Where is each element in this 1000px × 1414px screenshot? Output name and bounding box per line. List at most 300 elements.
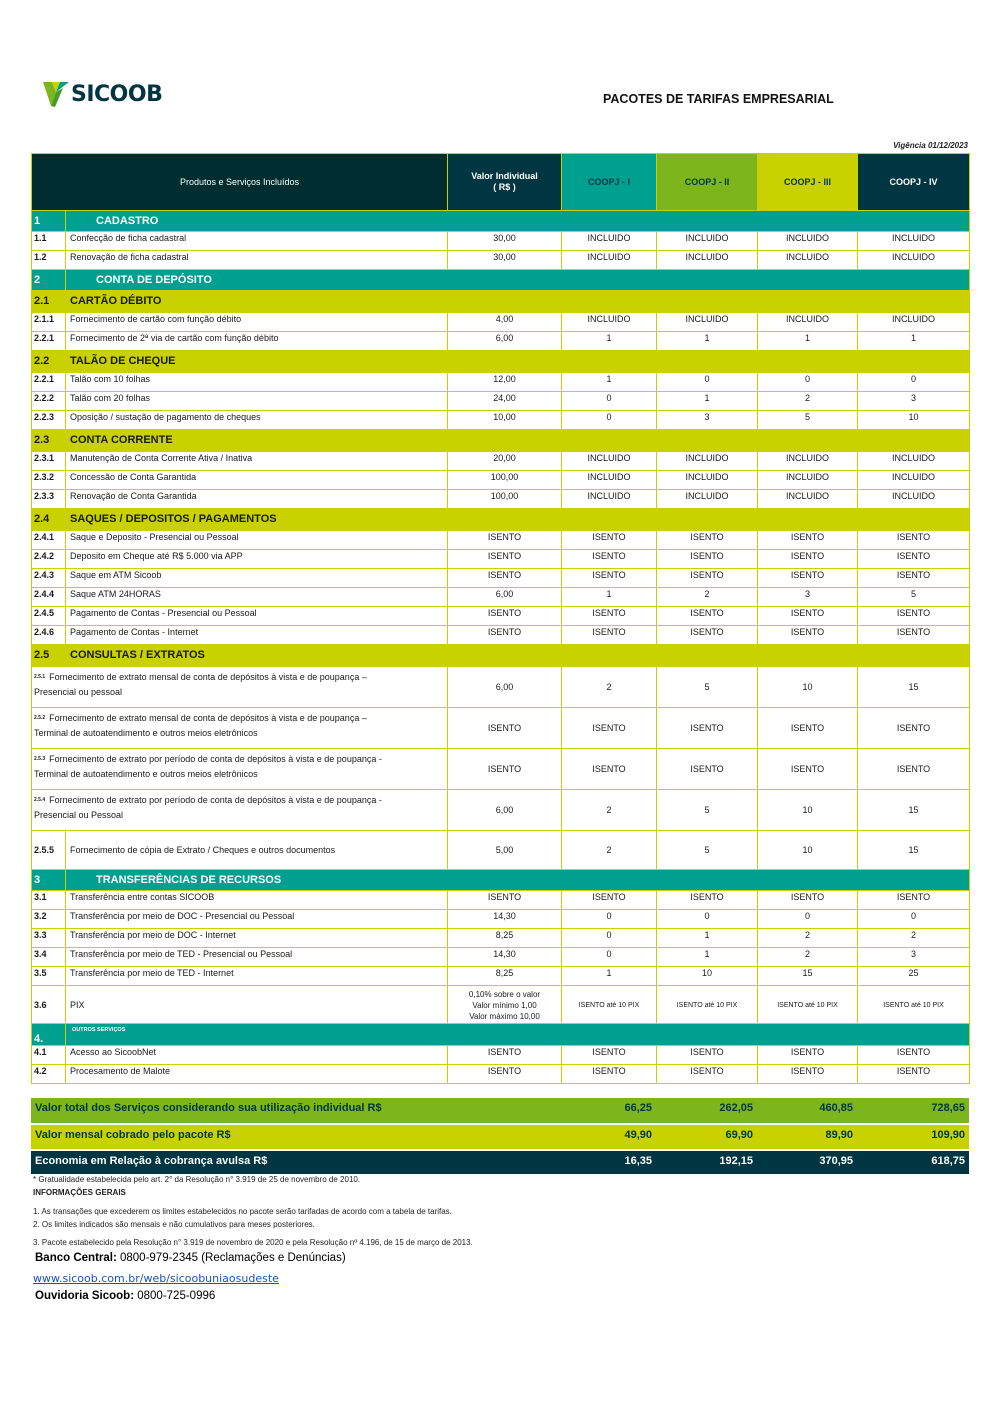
ouvidoria-label: Ouvidoria Sicoob: xyxy=(35,1290,135,1302)
row-coopj-iv: 2 xyxy=(858,929,970,948)
row-coopj-iii: INCLUIDO xyxy=(758,471,858,490)
row-coopj-i: INCLUIDO xyxy=(562,232,657,251)
row-coopj-iv: 10 xyxy=(858,411,970,430)
row-coopj-ii: 5 xyxy=(657,790,758,831)
table-row xyxy=(32,667,970,708)
row-description-line1: Fornecimento de extrato mensal de conta de depósitos à vista e de poupança – xyxy=(49,713,367,723)
row-coopj-ii: 1 xyxy=(657,332,758,351)
row-code: 3.4 xyxy=(32,948,66,967)
table-row xyxy=(32,910,970,929)
section-code: 2 xyxy=(32,270,66,291)
row-description: Renovação de ficha cadastral xyxy=(66,251,448,270)
row-coopj-i: INCLUIDO xyxy=(562,251,657,270)
row-coopj-iv: 1 xyxy=(858,332,970,351)
economia-label: Economia em Relação à cobrança avulsa R$ xyxy=(31,1151,561,1174)
row-coopj-ii: 0 xyxy=(657,373,758,392)
row-coopj-i: ISENTO xyxy=(562,708,657,749)
row-coopj-ii: INCLUIDO xyxy=(657,490,758,509)
row-coopj-i: 2 xyxy=(562,790,657,831)
row-valor: ISENTO xyxy=(448,1046,562,1065)
row-coopj-iii: ISENTO xyxy=(758,891,858,910)
table-row xyxy=(32,550,970,569)
table-row xyxy=(32,1065,970,1084)
info-title: INFORMAÇÕES GERAIS xyxy=(33,1188,126,1197)
logo-text: SICOOB xyxy=(71,81,163,107)
subsection-row xyxy=(32,291,970,313)
table-row xyxy=(32,790,970,831)
row-coopj-i: ISENTO xyxy=(562,1046,657,1065)
row-code: 3.5 xyxy=(32,967,66,986)
row-coopj-i: ISENTO xyxy=(562,569,657,588)
row-coopj-iv: ISENTO xyxy=(858,626,970,645)
total-individual-coopj-ii: 262,05 xyxy=(656,1098,757,1123)
row-code: 2.2.1 xyxy=(32,332,66,351)
table-row xyxy=(32,967,970,986)
row-description-line1: Fornecimento de extrato mensal de conta de depósitos à vista e de poupança – xyxy=(49,672,367,682)
row-code: 1.1 xyxy=(32,232,66,251)
row-valor: 20,00 xyxy=(448,452,562,471)
row-valor: 10,00 xyxy=(448,411,562,430)
valor-mensal-coopj-iv: 109,90 xyxy=(857,1125,969,1149)
total-individual-row xyxy=(31,1098,969,1123)
table-row xyxy=(32,569,970,588)
row-code: 3.6 xyxy=(32,986,66,1024)
row-coopj-iv: ISENTO xyxy=(858,569,970,588)
row-description: Saque ATM 24HORAS xyxy=(66,588,448,607)
row-description: Saque em ATM Sicoob xyxy=(66,569,448,588)
row-coopj-iv: 0 xyxy=(858,910,970,929)
row-coopj-iv: INCLUIDO xyxy=(858,251,970,270)
row-coopj-iv: 15 xyxy=(858,831,970,870)
row-code: 2.3.3 xyxy=(32,490,66,509)
table-row xyxy=(32,313,970,332)
row-code: 2.3.2 xyxy=(32,471,66,490)
row-coopj-ii: ISENTO xyxy=(657,550,758,569)
table-row xyxy=(32,411,970,430)
row-coopj-i: 1 xyxy=(562,967,657,986)
row-description: Manutenção de Conta Corrente Ativa / Inativa xyxy=(66,452,448,471)
row-coopj-ii: INCLUIDO xyxy=(657,313,758,332)
row-coopj-iv: 3 xyxy=(858,392,970,411)
row-coopj-iv: ISENTO xyxy=(858,891,970,910)
row-coopj-i: INCLUIDO xyxy=(562,313,657,332)
row-description-line2: Presencial ou Pessoal xyxy=(34,810,124,820)
row-coopj-i: 0 xyxy=(562,411,657,430)
row-valor: ISENTO xyxy=(448,891,562,910)
subsection-title: CARTÃO DÉBITO xyxy=(66,291,970,313)
row-coopj-ii: 1 xyxy=(657,929,758,948)
row-valor: 30,00 xyxy=(448,251,562,270)
table-row xyxy=(32,626,970,645)
row-coopj-i: ISENTO até 10 PIX xyxy=(562,986,657,1024)
row-description: Fornecimento de 2ª via de cartão com função débito xyxy=(66,332,448,351)
row-coopj-iv: INCLUIDO xyxy=(858,313,970,332)
row-code: 2.4.5 xyxy=(32,607,66,626)
row-valor: 5,00 xyxy=(448,831,562,870)
row-description: Pagamento de Contas - Presencial ou Pessoal xyxy=(66,607,448,626)
row-description: Acesso ao SicoobNet xyxy=(66,1046,448,1065)
row-coopj-i: INCLUIDO xyxy=(562,471,657,490)
subsection-row xyxy=(32,351,970,373)
row-code: 1.2 xyxy=(32,251,66,270)
row-coopj-i: INCLUIDO xyxy=(562,452,657,471)
row-description: Confecção de ficha cadastral xyxy=(66,232,448,251)
section-row xyxy=(32,1024,970,1046)
ouvidoria-contact xyxy=(35,1290,215,1302)
row-code: 3.2 xyxy=(32,910,66,929)
header-coopj-iv: COOPJ - IV xyxy=(858,154,970,211)
row-coopj-iii: INCLUIDO xyxy=(758,490,858,509)
table-row xyxy=(32,588,970,607)
row-description: Transferência por meio de TED - Internet xyxy=(66,967,448,986)
document-title: PACOTES DE TARIFAS EMPRESARIAL xyxy=(603,92,834,106)
row-description: Pagamento de Contas - Internet xyxy=(66,626,448,645)
row-coopj-ii: ISENTO xyxy=(657,891,758,910)
row-valor: 8,25 xyxy=(448,929,562,948)
banco-central-contact xyxy=(35,1252,346,1264)
row-coopj-ii: 5 xyxy=(657,667,758,708)
row-coopj-i: ISENTO xyxy=(562,531,657,550)
row-coopj-iii: ISENTO até 10 PIX xyxy=(758,986,858,1024)
row-coopj-iii: ISENTO xyxy=(758,607,858,626)
row-code: 2.4.2 xyxy=(32,550,66,569)
table-row xyxy=(32,891,970,910)
row-valor: 6,00 xyxy=(448,332,562,351)
row-coopj-iii: ISENTO xyxy=(758,1065,858,1084)
row-coopj-i: 2 xyxy=(562,667,657,708)
row-coopj-ii: ISENTO xyxy=(657,531,758,550)
row-coopj-i: 1 xyxy=(562,373,657,392)
table-row xyxy=(32,948,970,967)
table-row xyxy=(32,471,970,490)
row-coopj-iv: 25 xyxy=(858,967,970,986)
row-coopj-iv: ISENTO xyxy=(858,749,970,790)
row-coopj-iv: ISENTO xyxy=(858,607,970,626)
row-valor: 14,30 xyxy=(448,910,562,929)
banco-central-label: Banco Central: xyxy=(35,1252,117,1264)
row-valor: 4,00 xyxy=(448,313,562,332)
table-row xyxy=(32,749,970,790)
row-code: 2.2.3 xyxy=(32,411,66,430)
row-coopj-ii: ISENTO xyxy=(657,708,758,749)
row-coopj-iv: INCLUIDO xyxy=(858,471,970,490)
row-coopj-iii: 2 xyxy=(758,392,858,411)
section-title: OUTROS SERVIÇOS xyxy=(66,1024,970,1046)
row-description-line1: Fornecimento de extrato por período de conta de depósitos à vista e de poupança - xyxy=(49,754,382,764)
total-individual-coopj-iv: 728,65 xyxy=(857,1098,969,1123)
row-valor: ISENTO xyxy=(448,749,562,790)
header-coopj-iii: COOPJ - III xyxy=(758,154,858,211)
row-coopj-iv: INCLUIDO xyxy=(858,452,970,471)
row-coopj-iii: 10 xyxy=(758,831,858,870)
row-description: Deposito em Cheque até R$ 5.000 via APP xyxy=(66,550,448,569)
row-code: 2.3.1 xyxy=(32,452,66,471)
row-coopj-ii: ISENTO xyxy=(657,1065,758,1084)
table-row xyxy=(32,251,970,270)
row-coopj-iii: INCLUIDO xyxy=(758,452,858,471)
row-coopj-ii: 5 xyxy=(657,831,758,870)
row-valor: 12,00 xyxy=(448,373,562,392)
subsection-row xyxy=(32,645,970,667)
row-coopj-ii: INCLUIDO xyxy=(657,471,758,490)
row-coopj-iii: ISENTO xyxy=(758,708,858,749)
row-coopj-i: 0 xyxy=(562,910,657,929)
row-code: 2.2.2 xyxy=(32,392,66,411)
economia-coopj-iii: 370,95 xyxy=(757,1151,857,1174)
row-coopj-iii: ISENTO xyxy=(758,550,858,569)
row-coopj-iv: 5 xyxy=(858,588,970,607)
row-code: 4.2 xyxy=(32,1065,66,1084)
section-code: 4. xyxy=(32,1024,66,1046)
totals-table xyxy=(31,1098,969,1174)
row-valor: 30,00 xyxy=(448,232,562,251)
row-coopj-i: ISENTO xyxy=(562,891,657,910)
row-description xyxy=(32,667,448,708)
economia-coopj-ii: 192,15 xyxy=(656,1151,757,1174)
row-coopj-ii: ISENTO xyxy=(657,1046,758,1065)
subsection-code: 2.2 xyxy=(32,351,66,373)
banco-central-value: 0800-979-2345 (Reclamações e Denúncias) xyxy=(116,1252,346,1264)
table-row xyxy=(32,929,970,948)
table-row xyxy=(32,531,970,550)
row-code: 2.5.2 xyxy=(34,715,46,721)
row-coopj-iii: ISENTO xyxy=(758,626,858,645)
row-coopj-ii: ISENTO xyxy=(657,626,758,645)
info-item: 3. Pacote estabelecido pela Resolução n° 3.919 de novembro de 2020 e pela Resolução nº 4.196, de 15 de março de 2013. xyxy=(33,1238,473,1247)
row-coopj-iii: ISENTO xyxy=(758,569,858,588)
subsection-title: CONTA CORRENTE xyxy=(66,430,970,452)
row-coopj-i: ISENTO xyxy=(562,550,657,569)
row-coopj-ii: 10 xyxy=(657,967,758,986)
row-valor xyxy=(448,986,562,1024)
pix-valor-line2: Valor mínimo 1,00 xyxy=(472,1000,537,1010)
table-row xyxy=(32,708,970,749)
section-code: 1 xyxy=(32,211,66,232)
row-description: Transferência por meio de DOC - Internet xyxy=(66,929,448,948)
row-coopj-iii: 10 xyxy=(758,790,858,831)
row-description: Transferência por meio de TED - Presencial ou Pessoal xyxy=(66,948,448,967)
row-coopj-ii: 0 xyxy=(657,910,758,929)
row-valor: 24,00 xyxy=(448,392,562,411)
row-coopj-ii: ISENTO xyxy=(657,607,758,626)
row-coopj-i: ISENTO xyxy=(562,1065,657,1084)
row-coopj-iv: ISENTO xyxy=(858,1065,970,1084)
row-code: 2.4.3 xyxy=(32,569,66,588)
economia-coopj-iv: 618,75 xyxy=(857,1151,969,1174)
table-row xyxy=(32,607,970,626)
row-coopj-iii: ISENTO xyxy=(758,1046,858,1065)
row-coopj-iii: 3 xyxy=(758,588,858,607)
row-coopj-ii: 1 xyxy=(657,392,758,411)
row-valor: 6,00 xyxy=(448,667,562,708)
row-code: 2.2.1 xyxy=(32,373,66,392)
row-coopj-iv: ISENTO até 10 PIX xyxy=(858,986,970,1024)
row-coopj-iii: INCLUIDO xyxy=(758,232,858,251)
subsection-code: 2.5 xyxy=(32,645,66,667)
row-description xyxy=(32,708,448,749)
row-coopj-iv: ISENTO xyxy=(858,531,970,550)
row-coopj-iii: ISENTO xyxy=(758,749,858,790)
footnote: * Gratualidade estabelecida pelo art. 2° da Resolução n° 3.919 de 25 de novembro de 2010. xyxy=(33,1175,361,1184)
row-coopj-i: ISENTO xyxy=(562,607,657,626)
header-valor-line2: ( R$ ) xyxy=(493,182,516,192)
row-description: Fornecimento de cópia de Extrato / Cheques e outros documentos xyxy=(66,831,448,870)
row-description-line2: Terminal de autoatendimento e outros meios eletrônicos xyxy=(34,769,258,779)
row-description: Transferência por meio de DOC - Presencial ou Pessoal xyxy=(66,910,448,929)
pix-valor-line3: Valor máximo 10,00 xyxy=(469,1011,540,1021)
vigencia-date: Vigência 01/12/2023 xyxy=(893,141,968,150)
header-products: Produtos e Serviços Incluídos xyxy=(32,154,448,211)
subsection-title: SAQUES / DEPOSITOS / PAGAMENTOS xyxy=(66,509,970,531)
row-code: 2.4.1 xyxy=(32,531,66,550)
row-valor: ISENTO xyxy=(448,569,562,588)
row-valor: ISENTO xyxy=(448,626,562,645)
row-description: Fornecimento de cartão com função débito xyxy=(66,313,448,332)
row-valor: 6,00 xyxy=(448,790,562,831)
row-code: 2.5.4 xyxy=(34,797,46,803)
row-coopj-iv: ISENTO xyxy=(858,1046,970,1065)
row-description: Oposição / sustação de pagamento de cheques xyxy=(66,411,448,430)
row-valor: 6,00 xyxy=(448,588,562,607)
section-row xyxy=(32,270,970,291)
row-coopj-i: 0 xyxy=(562,948,657,967)
row-description-line1: Fornecimento de extrato por período de conta de depósitos à vista e de poupança - xyxy=(49,795,382,805)
row-valor: ISENTO xyxy=(448,531,562,550)
row-valor: 14,30 xyxy=(448,948,562,967)
row-coopj-ii: ISENTO xyxy=(657,749,758,790)
subsection-code: 2.1 xyxy=(32,291,66,313)
row-coopj-ii: INCLUIDO xyxy=(657,232,758,251)
subsection-code: 2.4 xyxy=(32,509,66,531)
section-title: CONTA DE DEPÓSITO xyxy=(66,270,970,291)
total-individual-coopj-iii: 460,85 xyxy=(757,1098,857,1123)
section-title: CADASTRO xyxy=(66,211,970,232)
row-coopj-iv: ISENTO xyxy=(858,550,970,569)
row-code: 3.1 xyxy=(32,891,66,910)
row-coopj-iv: 0 xyxy=(858,373,970,392)
row-coopj-iv: INCLUIDO xyxy=(858,232,970,251)
row-description: Renovação de Conta Garantida xyxy=(66,490,448,509)
subsection-title: TALÃO DE CHEQUE xyxy=(66,351,970,373)
subsection-row xyxy=(32,509,970,531)
valor-mensal-coopj-iii: 89,90 xyxy=(757,1125,857,1149)
row-coopj-i: 1 xyxy=(562,588,657,607)
header-valor-line1: Valor Individual xyxy=(471,171,538,181)
section-title: TRANSFERÊNCIAS DE RECURSOS xyxy=(66,870,970,891)
pix-valor-line1: 0,10% sobre o valor xyxy=(468,989,541,999)
row-valor: ISENTO xyxy=(448,1065,562,1084)
valor-mensal-coopj-ii: 69,90 xyxy=(656,1125,757,1149)
row-coopj-i: 1 xyxy=(562,332,657,351)
info-item: 1. As transações que excederem os limites estabelecidos no pacote serão tarifadas de acordo com a tabela de tarifas. xyxy=(33,1207,452,1216)
row-coopj-iii: ISENTO xyxy=(758,531,858,550)
section-row xyxy=(32,211,970,232)
row-valor: 100,00 xyxy=(448,471,562,490)
section-code: 3 xyxy=(32,870,66,891)
valor-mensal-coopj-i: 49,90 xyxy=(561,1125,656,1149)
subsection-code: 2.3 xyxy=(32,430,66,452)
economia-coopj-i: 16,35 xyxy=(561,1151,656,1174)
row-coopj-ii: 1 xyxy=(657,948,758,967)
info-item: 2. Os limites indicados são mensais e não cumulativos para meses posteriores. xyxy=(33,1220,315,1229)
row-code: 2.4.6 xyxy=(32,626,66,645)
row-code: 2.5.5 xyxy=(32,831,66,870)
row-coopj-ii: INCLUIDO xyxy=(657,251,758,270)
row-coopj-iii: 0 xyxy=(758,373,858,392)
sicoob-logo-icon xyxy=(43,80,69,108)
row-description-line2: Presencial ou pessoal xyxy=(34,687,123,697)
row-description: Concessão de Conta Garantida xyxy=(66,471,448,490)
row-code: 2.4.4 xyxy=(32,588,66,607)
row-code: 3.3 xyxy=(32,929,66,948)
row-coopj-ii: ISENTO xyxy=(657,569,758,588)
row-coopj-i: ISENTO xyxy=(562,749,657,790)
website-link[interactable]: www.sicoob.com.br/web/sicoobuniaosudeste xyxy=(33,1272,279,1285)
row-code: 2.1.1 xyxy=(32,313,66,332)
row-coopj-iii: 15 xyxy=(758,967,858,986)
row-coopj-iii: 1 xyxy=(758,332,858,351)
row-valor: ISENTO xyxy=(448,708,562,749)
row-description-line2: Terminal de autoatendimento e outros meios eletrônicos xyxy=(34,728,258,738)
table-row xyxy=(32,232,970,251)
row-coopj-iv: ISENTO xyxy=(858,708,970,749)
row-code: 2.5.3 xyxy=(34,756,46,762)
header-coopj-i: COOPJ - I xyxy=(562,154,657,211)
economia-row xyxy=(31,1151,969,1174)
header-valor-individual xyxy=(448,154,562,211)
row-coopj-iii: INCLUIDO xyxy=(758,251,858,270)
total-individual-label: Valor total dos Serviços considerando sua utilização individual R$ xyxy=(31,1098,561,1123)
row-coopj-iii: 2 xyxy=(758,948,858,967)
tariff-table xyxy=(31,153,970,1084)
row-coopj-iii: 5 xyxy=(758,411,858,430)
row-code: 4.1 xyxy=(32,1046,66,1065)
row-coopj-i: 0 xyxy=(562,929,657,948)
row-coopj-iv: 3 xyxy=(858,948,970,967)
row-coopj-ii: 3 xyxy=(657,411,758,430)
table-header-row xyxy=(32,154,970,211)
total-individual-coopj-i: 66,25 xyxy=(561,1098,656,1123)
table-row xyxy=(32,452,970,471)
row-coopj-i: ISENTO xyxy=(562,626,657,645)
row-description: Talão com 10 folhas xyxy=(66,373,448,392)
row-description: Procesamento de Malote xyxy=(66,1065,448,1084)
row-description xyxy=(32,749,448,790)
row-coopj-i: INCLUIDO xyxy=(562,490,657,509)
subsection-row xyxy=(32,430,970,452)
table-row-pix xyxy=(32,986,970,1024)
valor-mensal-label: Valor mensal cobrado pelo pacote R$ xyxy=(31,1125,561,1149)
table-row xyxy=(32,1046,970,1065)
valor-mensal-row xyxy=(31,1125,969,1149)
row-coopj-iii: INCLUIDO xyxy=(758,313,858,332)
row-coopj-i: 0 xyxy=(562,392,657,411)
ouvidoria-value: 0800-725-0996 xyxy=(134,1290,216,1302)
row-valor: ISENTO xyxy=(448,550,562,569)
table-row xyxy=(32,490,970,509)
row-code: 2.5.1 xyxy=(34,674,46,680)
table-row xyxy=(32,332,970,351)
row-description xyxy=(32,790,448,831)
row-coopj-iv: INCLUIDO xyxy=(858,490,970,509)
table-row xyxy=(32,373,970,392)
row-coopj-ii: ISENTO até 10 PIX xyxy=(657,986,758,1024)
row-description: Transferência entre contas SICOOB xyxy=(66,891,448,910)
row-coopj-iii: 0 xyxy=(758,910,858,929)
section-row xyxy=(32,870,970,891)
row-coopj-i: 2 xyxy=(562,831,657,870)
sicoob-logo xyxy=(43,80,162,108)
